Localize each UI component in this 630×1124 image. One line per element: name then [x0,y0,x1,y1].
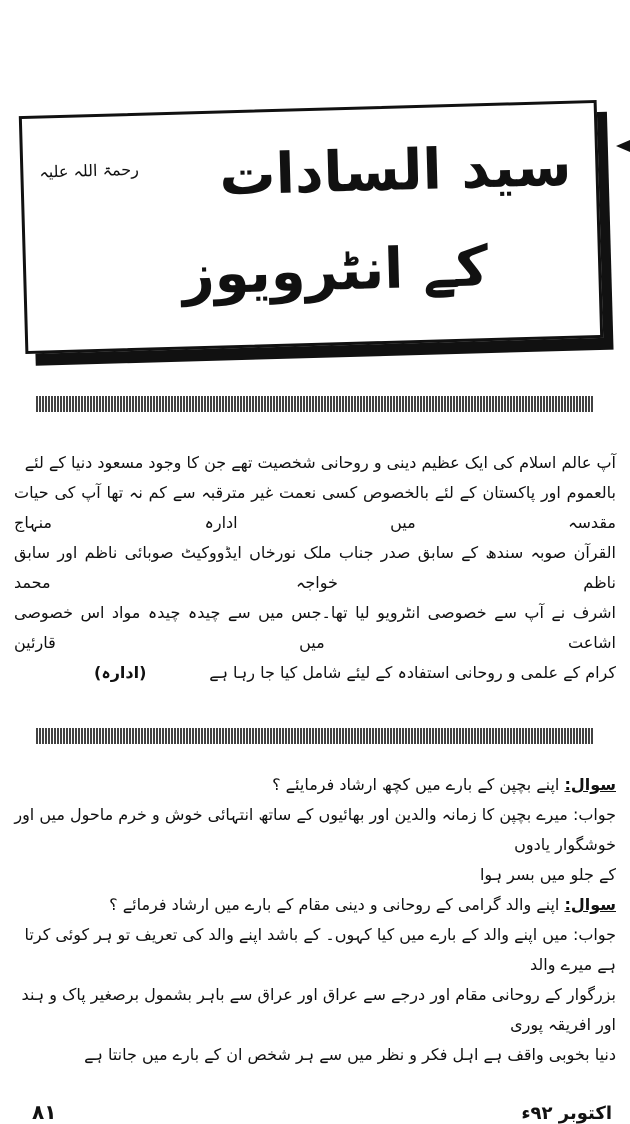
interview [14,770,616,1070]
answer-text: میرے بچپن کا زمانہ والدین اور بھائیوں کے ساتھ انتہائی خوش و خرم ماحول میں اور خوشگوار یادوں [14,805,616,854]
answer [14,920,616,980]
answer-line: بزرگوار کے روحانی مقام اور درجے سے عراق اور عراق سے باہر بشمول برصغیر پاک و ہند اور افریقہ پوری [21,985,616,1034]
title-box [19,100,603,354]
intro-line: بالعموم اور پاکستان کے لئے بالخصوص کسی نعمت غیر مترقبہ سے کم نہ تھا آپ کی حیات مقدسہ میں ادارہ منہاج [14,483,616,532]
question-text: اپنے بچپن کے بارے میں کچھ ارشاد فرمایئے ؟ [272,775,560,794]
divider [36,728,594,744]
answer-line: کے جلو میں بسر ہوا [479,865,616,884]
margin-mark [616,140,630,152]
intro-line: اشرف نے آپ سے خصوصی انٹرویو لیا تھا۔جس میں سے چیدہ چیدہ مواد اس خصوصی اشاعت میں قارئین [14,603,616,652]
page-footer [14,1100,616,1124]
page-subtitle: کے انٹرویوز [181,234,490,308]
question [14,890,616,920]
question-label: سوال: [564,775,616,794]
answer-line: دنیا بخوبی واقف ہے اہل فکر و نظر میں سے ہر شخص ان کے بارے میں جانتا ہے [84,1045,616,1064]
intro [14,448,616,688]
intro-line: آپ عالم اسلام کی ایک عظیم دینی و روحانی شخصیت تھے جن کا وجود مسعود دنیا کے لئے [24,453,616,472]
article-body [14,396,616,1124]
intro-line: القرآن صوبہ سندھ کے سابق صدر جناب ملک نورخاں ایڈووکیٹ صوبائی ناظم اور سابق ناظم خواجہ محمد [14,543,616,592]
issue-date: اکتوبر ۹۲ء [521,1103,612,1124]
question-label: سوال: [564,895,616,914]
answer [14,800,616,860]
answer-label: جواب: [572,925,616,944]
page-title: سید السادات [218,133,573,209]
question [14,770,616,800]
answer-label: جواب: [572,805,616,824]
intro-line: کرام کے علمی و روحانی استفادہ کے لیئے شامل کیا جا رہا ہے [209,663,616,682]
page-number: ۸۱ [32,1100,57,1124]
answer-text: میں اپنے والد کے بارے میں کیا کہوں۔ کے باشد اپنے والد کی تعریف تو ہر کوئی کرتا ہے میرے والد [24,925,616,974]
title-honorific: رحمۃ اللہ علیہ [39,159,140,182]
divider [36,396,594,412]
intro-last-row [14,658,616,688]
editor-signature: (ادارہ) [94,663,147,682]
question-text: اپنے والد گرامی کے روحانی و دینی مقام کے بارے میں ارشاد فرمائے ؟ [109,895,560,914]
